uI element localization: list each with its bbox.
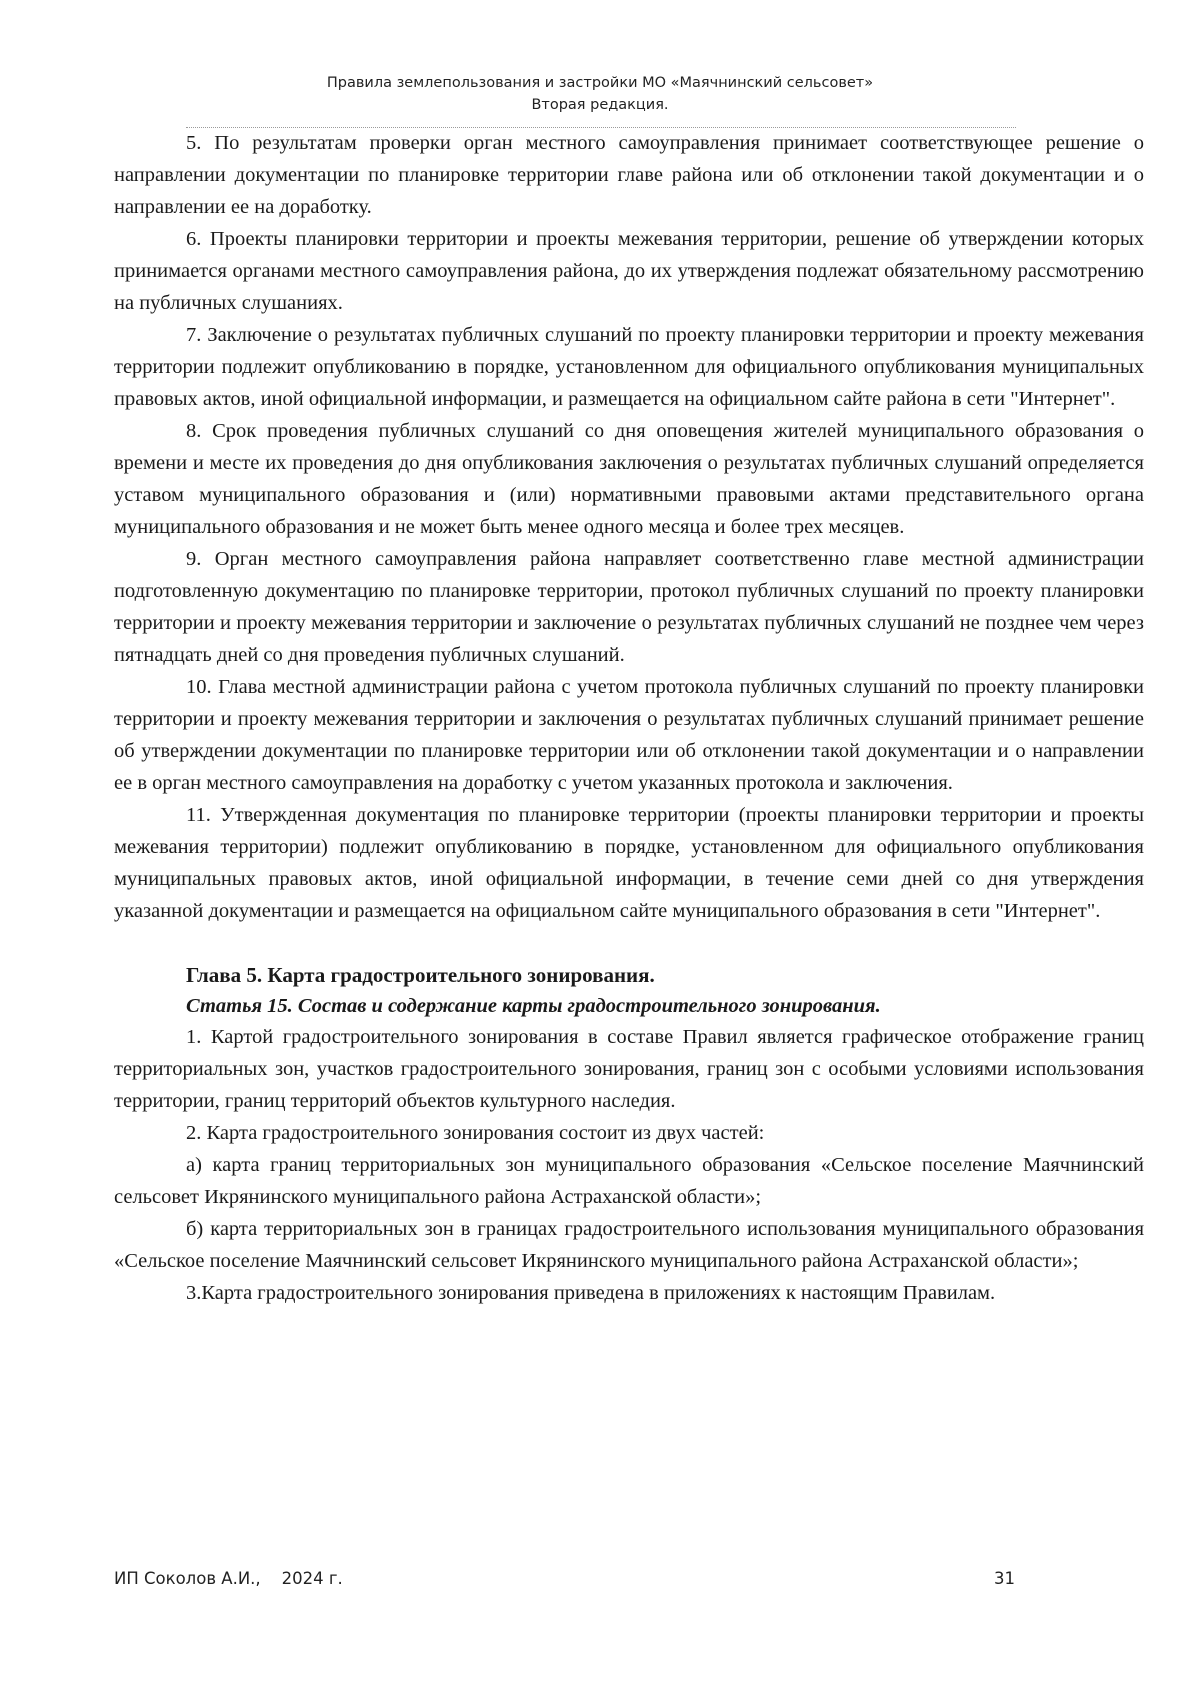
header-title: Правила землепользования и застройки МО «Маячнинский сельсовет»: [326, 75, 874, 91]
page-number: 31: [994, 1569, 1015, 1588]
paragraph-map-part-a: а) карта границ территориальных зон муниципального образования «Сельское поселение Маячнинский сельсовет Икрянинского муниципального района Астраханской области»;: [114, 1154, 1144, 1208]
chapter-heading: Глава 5. Карта градостроительного зонирования.: [186, 963, 655, 987]
paragraph-item-10: 10. Глава местной администрации района с учетом протокола публичных слушаний по проекту планировки территории и проекту межевания территории и заключения о результатах публичных слушаний принимает решение об утверждении документации по планировке территории или об отклонении такой документации и о направлении ее в орган местного самоуправления на доработку с учетом указанных протокола и заключения.: [114, 676, 1144, 794]
paragraph-map-appendix: 3.Карта градостроительного зонирования приведена в приложениях к настоящим Правилам.: [186, 1282, 996, 1304]
paragraph-map-parts: 2. Карта градостроительного зонирования состоит из двух частей:: [186, 1122, 765, 1144]
footer-author: ИП Соколов А.И., 2024 г.: [114, 1569, 343, 1588]
header-edition: Вторая редакция.: [531, 97, 669, 113]
paragraph-item-8: 8. Срок проведения публичных слушаний со дня оповещения жителей муниципального образования о времени и месте их проведения до дня опубликования заключения о результатах публичных слушаний определяется уставом муниципального образования и (или) нормативными правовыми актами представительного органа муниципального образования и не может быть менее одного месяца и более трех месяцев.: [114, 420, 1144, 538]
paragraph-item-9: 9. Орган местного самоуправления района направляет соответственно главе местной администрации подготовленную документацию по планировке территории, протокол публичных слушаний по проекту планировки территории и проекту межевания территории и заключение о результатах публичных слушаний не позднее чем через пятнадцать дней со дня проведения публичных слушаний.: [114, 548, 1144, 666]
paragraph-item-5: 5. По результатам проверки орган местного самоуправления принимает соответствующее решение о направлении документации по планировке территории главе района или об отклонении такой документации и о направлении ее на доработку.: [114, 132, 1144, 218]
paragraph-item-6: 6. Проекты планировки территории и проекты межевания территории, решение об утверждении которых принимается органами местного самоуправления района, до их утверждения подлежат обязательному рассмотрению на публичных слушаниях.: [114, 228, 1144, 314]
running-header: [0, 72, 1200, 116]
document-body: [114, 127, 1144, 1309]
paragraph-map-part-b: б) карта территориальных зон в границах градостроительного использования муниципального образования «Сельское поселение Маячнинский сельсовет Икрянинского муниципального района Астраханской области»;: [114, 1218, 1144, 1272]
paragraph-item-7: 7. Заключение о результатах публичных слушаний по проекту планировки территории и проекту межевания территории подлежит опубликованию в порядке, установленном для официального опубликования муниципальных правовых актов, иной официальной информации, и размещается на официальном сайте района в сети "Интернет".: [114, 324, 1144, 410]
paragraph-item-11: 11. Утвержденная документация по планировке территории (проекты планировки территории и проекты межевания территории) подлежит опубликованию в порядке, установленном для официального опубликования муниципальных правовых актов, иной официальной информации, в течение семи дней со дня утверждения указанной документации и размещается на официальном сайте муниципального образования в сети "Интернет".: [114, 804, 1144, 922]
section-spacer: [114, 927, 1144, 959]
paragraph-map-definition: 1. Картой градостроительного зонирования в составе Правил является графическое отображение границ территориальных зон, участков градостроительного зонирования, границ зон с особыми условиями использования территории, границ территорий объектов культурного наследия.: [114, 1026, 1144, 1112]
article-heading: Статья 15. Состав и содержание карты градостроительного зонирования.: [186, 995, 881, 1017]
